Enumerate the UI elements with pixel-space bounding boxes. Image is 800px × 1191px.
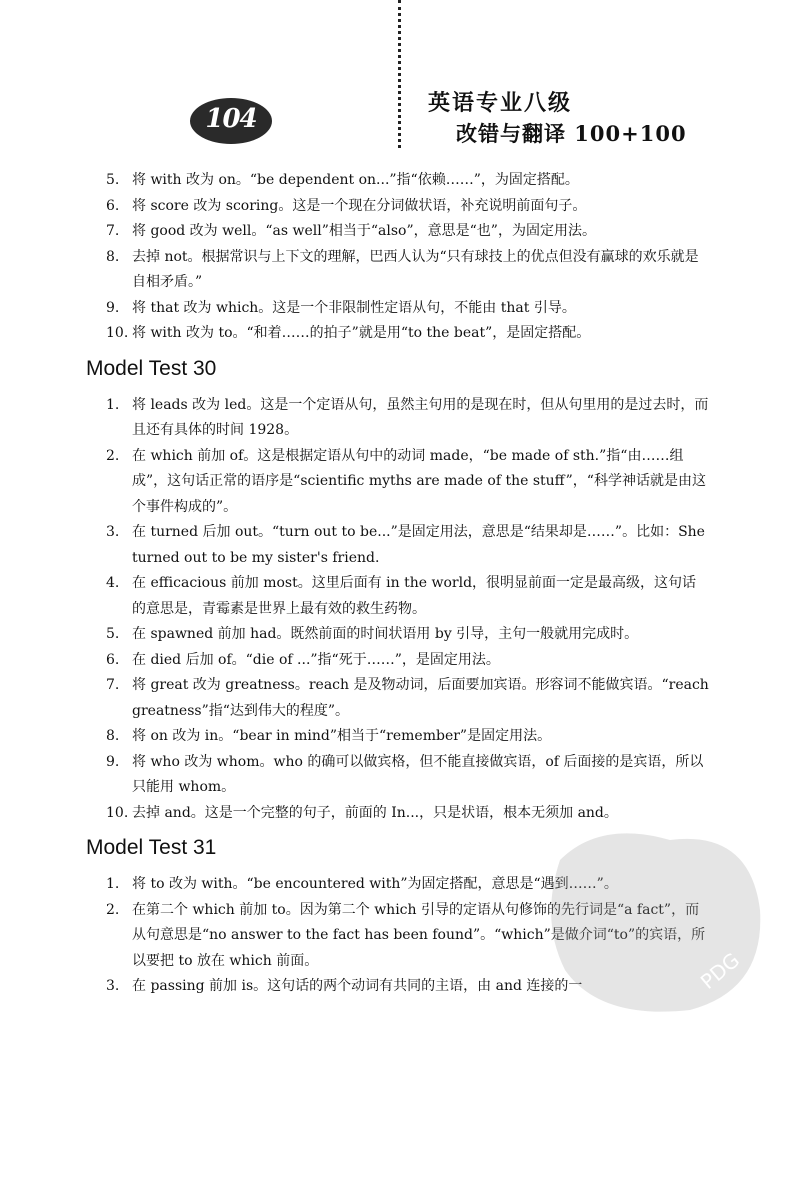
answer-item: 7. 将 good 改为 well。“as well”相当于“also”，意思是“也”，为固定用法。 — [106, 223, 596, 239]
answer-item: 10. 去掉 and。这是一个完整的句子，前面的 In...，只是状语，根本无须加 and。 — [106, 804, 618, 821]
book-title-line1: 英语专业八级 — [428, 90, 573, 116]
answer-item: 1. 将 leads 改为 led。这是一个定语从句，虽然主句用的是现在时，但从句里用的是过去时，而且还有具体的时间 1928。 — [106, 396, 709, 438]
section-heading-model-test-30: Model Test 30 — [86, 356, 217, 380]
answer-item: 2. 在 which 前加 of。这是根据定语从句中的动词 made，“be made of sth.”指“由……组成”，这句话正常的语序是“scientific myths are made of the stuff”，“科学神话就是由这个事件构成的”。 — [106, 447, 706, 515]
section-heading-model-test-31: Model Test 31 — [86, 836, 217, 859]
answer-item: 3. 在 turned 后加 out。“turn out to be...”是固定用法，意思是“结果却是……”。比如：She turned out to be my sister's friend. — [106, 524, 705, 566]
answer-item: 7. 将 great 改为 greatness。reach 是及物动词，后面要加宾语。形容词不能做宾语。“reach greatness”指“达到伟大的程度”。 — [106, 677, 709, 719]
answer-item: 2. 在第二个 which 前加 to。因为第二个 which 引导的定语从句修饰的先行词是“a fact”，而从句意思是“no answer to the fact has been found”。“which”是做介词“to”的宾语，所以要把 to 放在 which 前面。 — [106, 901, 706, 969]
answer-item: 6. 在 died 后加 of。“die of ...”指“死于……”，是固定用法。 — [106, 651, 500, 668]
page-number-badge — [190, 98, 272, 144]
answer-item: 5. 将 with 改为 on。“be dependent on...”指“依赖……”，为固定搭配。 — [106, 172, 579, 188]
book-title-line2: 改错与翻译 100+100 — [456, 121, 687, 146]
answer-item: 3. 在 passing 前加 is。这句话的两个动词有共同的主语，由 and 连接的一 — [106, 978, 583, 994]
watermark-text: PDG — [695, 947, 745, 994]
page-number: 104 — [205, 104, 257, 134]
answers-model-test-30 — [92, 393, 710, 827]
answer-item: 4. 在 efficacious 前加 most。这里后面有 in the world，很明显前面一定是最高级，这句话的意思是，青霉素是世界上最有效的救生药物。 — [106, 575, 697, 617]
answers-previous — [92, 168, 710, 347]
answer-item: 1. 将 to 改为 with。“be encountered with”为固定搭配，意思是“遇到……”。 — [106, 876, 618, 892]
answer-item: 10. 将 with 改为 to。“和着……的拍子”就是用“to the beat”，是固定搭配。 — [106, 325, 591, 341]
answer-item: 6. 将 score 改为 scoring。这是一个现在分词做状语，补充说明前面句子。 — [106, 197, 587, 214]
answer-item: 8. 去掉 not。根据常识与上下文的理解，巴西人认为“只有球技上的优点但没有赢球的欢乐就是自相矛盾。” — [106, 248, 699, 290]
answer-item: 5. 在 spawned 前加 had。既然前面的时间状语用 by 引导，主句一般就用完成时。 — [106, 626, 639, 642]
answer-item: 8. 将 on 改为 in。“bear in mind”相当于“remember”是固定用法。 — [106, 728, 552, 744]
header-divider — [398, 0, 401, 148]
watermark-seal — [540, 820, 770, 1020]
answer-item: 9. 将 who 改为 whom。who 的确可以做宾格，但不能直接做宾语，of 后面接的是宾语，所以只能用 whom。 — [106, 753, 704, 795]
answer-item: 9. 将 that 改为 which。这是一个非限制性定语从句，不能由 that 引导。 — [106, 299, 576, 316]
